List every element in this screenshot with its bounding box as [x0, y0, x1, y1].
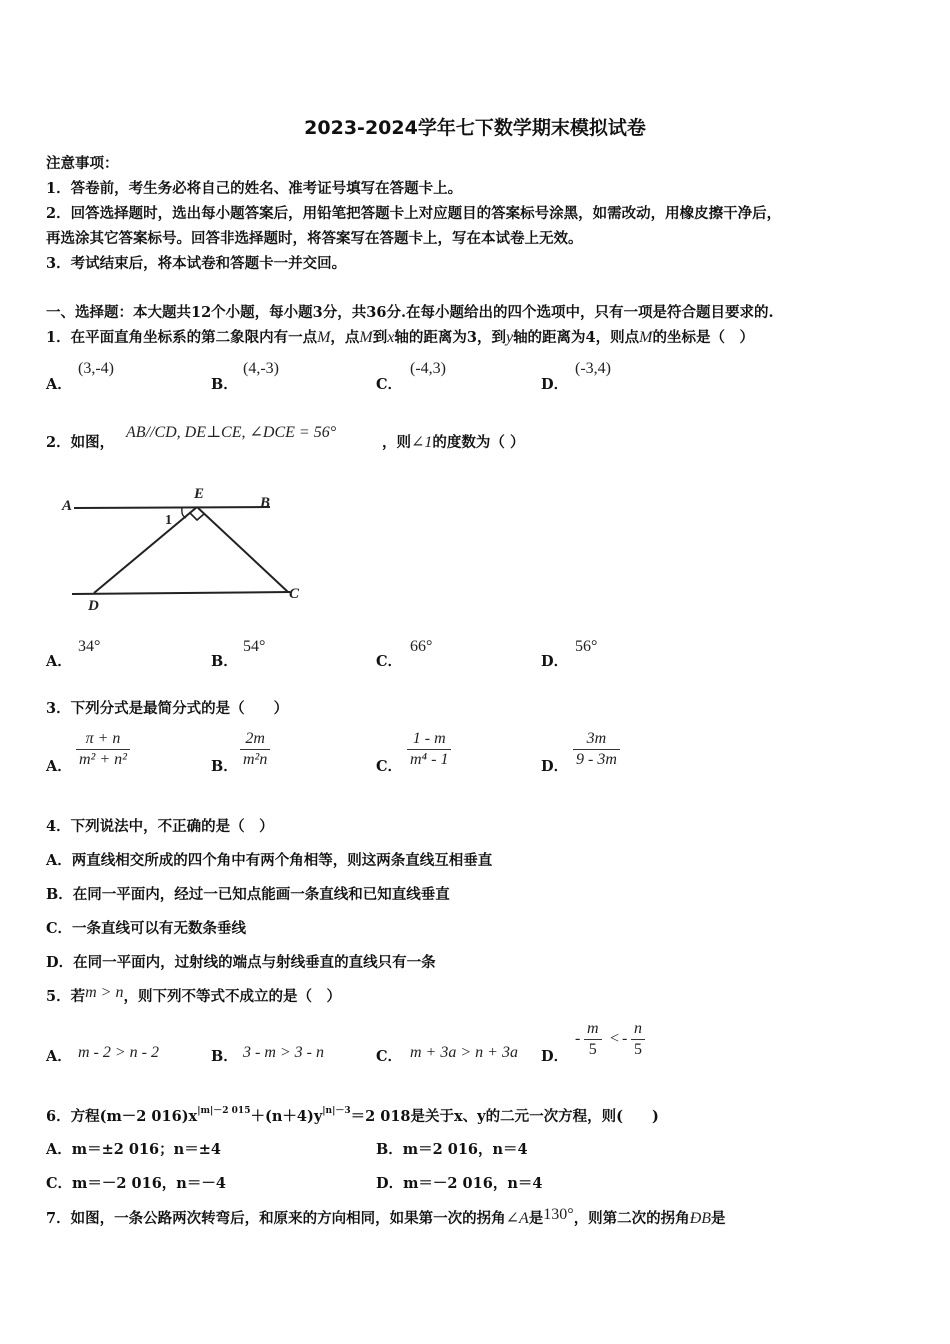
q3-option-a-fraction	[76, 729, 130, 770]
section-heading: 一、选择题：本大题共12个小题，每小题3分，共36分.在每小题给出的四个选项中，只有一项是符合题目要求的.	[46, 304, 774, 321]
q7-text: ，则第二次的拐角	[573, 1210, 690, 1227]
q6-option: B．m＝2 016，n＝4	[376, 1141, 528, 1158]
notice-item: 2．回答选择题时，选出每小题答案后，用铅笔把答题卡上对应题目的答案标号涂黑，如需改动，用橡皮擦干净后，	[46, 205, 782, 222]
q3-option-label: C．	[376, 758, 403, 775]
label-c: C	[289, 586, 300, 602]
q4-option: B．在同一平面内，经过一已知点能画一条直线和已知直线垂直	[46, 886, 450, 903]
fraction-denominator: m² + n²	[79, 751, 127, 768]
fraction-denominator: 5	[588, 1041, 597, 1058]
q3-option-label: A．	[46, 758, 72, 775]
notice-item: 3．考试结束后，将本试卷和答题卡一并交回。	[46, 255, 347, 272]
label-b: B	[260, 495, 271, 511]
q2-option-value: 34°	[78, 638, 101, 655]
q2-option-value: 56°	[575, 638, 598, 655]
q1-point-m: M	[317, 329, 331, 346]
question-2	[46, 431, 114, 452]
q1-x-axis: x	[387, 329, 395, 346]
q6-option: D．m＝－2 016，n＝4	[376, 1175, 543, 1192]
fraction-numerator: m	[584, 1019, 602, 1040]
q1-point-m: M	[359, 329, 373, 346]
question-2-tail	[382, 431, 524, 452]
q5-text: 5．若	[46, 988, 86, 1005]
fraction-numerator: 2m	[240, 729, 270, 750]
fraction-denominator: m⁴ - 1	[410, 751, 449, 768]
q4-option: D．在同一平面内，过射线的端点与射线垂直的直线只有一条	[46, 954, 436, 971]
q1-option-label: A．	[46, 376, 72, 393]
q7-degree: 130°	[543, 1206, 574, 1223]
q6-option: C．m＝－2 016，n＝－4	[46, 1175, 226, 1192]
q1-text: 1．在平面直角坐标系的第二象限内有一点	[46, 329, 318, 346]
q2-option-label: B．	[211, 653, 238, 670]
q1-text: 到	[372, 329, 388, 346]
q6-exponent: |n|－3	[322, 1106, 351, 1116]
fraction-numerator: n	[631, 1019, 645, 1040]
fraction-numerator: π + n	[76, 729, 130, 750]
q2-angle-1: ∠1	[411, 434, 433, 451]
question-3: 3．下列分式是最简分式的是（ ）	[46, 700, 289, 717]
label-d: D	[88, 598, 99, 614]
q1-point-m: M	[639, 329, 653, 346]
q2-text: 的度数为（ ）	[432, 434, 525, 451]
label-e: E	[194, 486, 205, 502]
q6-text: 6．方程(m－2 016)x	[46, 1108, 198, 1125]
q2-text: 2．如图，	[46, 434, 115, 451]
right-angle-mark	[190, 513, 204, 520]
q6-option: A．m＝±2 016；n＝±4	[46, 1141, 221, 1158]
q5-condition: m > n	[85, 984, 124, 1001]
q3-option-d-fraction	[573, 729, 620, 770]
notice-item: 再选涂其它答案标号。回答非选择题时，将答案写在答题卡上，写在本试卷上无效。	[46, 230, 583, 247]
q5-option-value: m - 2 > n - 2	[78, 1044, 160, 1061]
question-7	[46, 1207, 726, 1228]
q5-option-d-lhs	[584, 1019, 602, 1060]
q5-option-label: C．	[376, 1048, 403, 1065]
q5-option-label: A．	[46, 1048, 72, 1065]
q5-option-label: D．	[541, 1048, 569, 1065]
q2-text: ，则	[382, 434, 411, 451]
q4-option: C．一条直线可以有无数条垂线	[46, 920, 247, 937]
fraction-denominator: 5	[634, 1041, 642, 1058]
fraction-denominator: m²n	[243, 751, 268, 768]
q5-option-d-rhs	[631, 1019, 645, 1060]
q7-angle-a: ∠A	[505, 1210, 529, 1227]
q7-angle-b: ÐB	[689, 1210, 712, 1227]
q1-option-value: (-3,4)	[575, 360, 611, 377]
q1-text: 的坐标是（ ）	[652, 329, 754, 346]
page-title: 2023-2024学年七下数学期末模拟试卷	[304, 117, 646, 139]
q1-option-label: B．	[211, 376, 238, 393]
line-dc	[72, 592, 290, 594]
q5-option-value: m + 3a > n + 3a	[410, 1044, 518, 1061]
question-6	[46, 1103, 659, 1126]
fraction-denominator: 9 - 3m	[576, 751, 617, 768]
q7-text: 是	[528, 1210, 544, 1227]
q6-text: ＝2 018是关于x、y的二元一次方程，则( )	[350, 1108, 659, 1125]
notice-item: 1．答卷前，考生务必将自己的姓名、准考证号填写在答题卡上。	[46, 180, 463, 197]
q5-option-label: B．	[211, 1048, 238, 1065]
q2-option-label: D．	[541, 653, 569, 670]
q5-text: ，则下列不等式不成立的是（ ）	[123, 988, 341, 1005]
q3-option-label: D．	[541, 758, 569, 775]
q1-option-label: D．	[541, 376, 569, 393]
question-5	[46, 985, 341, 1006]
q3-option-label: B．	[211, 758, 238, 775]
q2-option-label: A．	[46, 653, 72, 670]
q7-text: 是	[711, 1210, 726, 1227]
q2-option-label: C．	[376, 653, 403, 670]
q1-option-value: (-4,3)	[410, 360, 446, 377]
q6-text: ＋(n＋4)y	[250, 1108, 323, 1125]
line-ab	[74, 507, 270, 508]
q1-option-value: (3,-4)	[78, 360, 114, 377]
q1-option-value: (4,-3)	[243, 360, 279, 377]
question-4: 4．下列说法中，不正确的是（ ）	[46, 818, 274, 835]
q3-option-b-fraction	[240, 729, 270, 770]
segment-de	[94, 507, 197, 593]
q2-option-value: 54°	[243, 638, 266, 655]
q4-option: A．两直线相交所成的四个角中有两个角相等，则这两条直线互相垂直	[46, 852, 493, 869]
question-1	[46, 326, 754, 347]
q2-option-value: 66°	[410, 638, 433, 655]
q2-condition: AB//CD, DE⊥CE, ∠DCE = 56°	[126, 424, 337, 441]
q1-option-label: C．	[376, 376, 403, 393]
q1-text: 轴的距离为4，则点	[513, 329, 640, 346]
q1-text: 轴的距离为3，到	[394, 329, 506, 346]
segment-ec	[197, 507, 288, 592]
q1-y-axis: y	[505, 329, 514, 346]
fraction-numerator: 1 - m	[407, 729, 451, 750]
fraction-numerator: 3m	[573, 729, 620, 750]
q5-neg-sign: -	[622, 1030, 628, 1047]
label-1: 1	[165, 513, 172, 528]
q3-option-c-fraction	[407, 729, 451, 770]
q5-neg-sign: -	[575, 1030, 581, 1047]
q1-text: ，点	[330, 329, 360, 346]
q5-option-value: 3 - m > 3 - n	[243, 1044, 325, 1061]
label-a: A	[62, 498, 73, 514]
q6-exponent: |m|－2 015	[197, 1106, 251, 1116]
q5-relation: <	[610, 1030, 620, 1047]
notice-heading: 注意事项：	[46, 155, 119, 172]
q2-figure	[60, 480, 310, 615]
q7-text: 7．如图，一条公路两次转弯后，和原来的方向相同，如果第一次的拐角	[46, 1210, 506, 1227]
